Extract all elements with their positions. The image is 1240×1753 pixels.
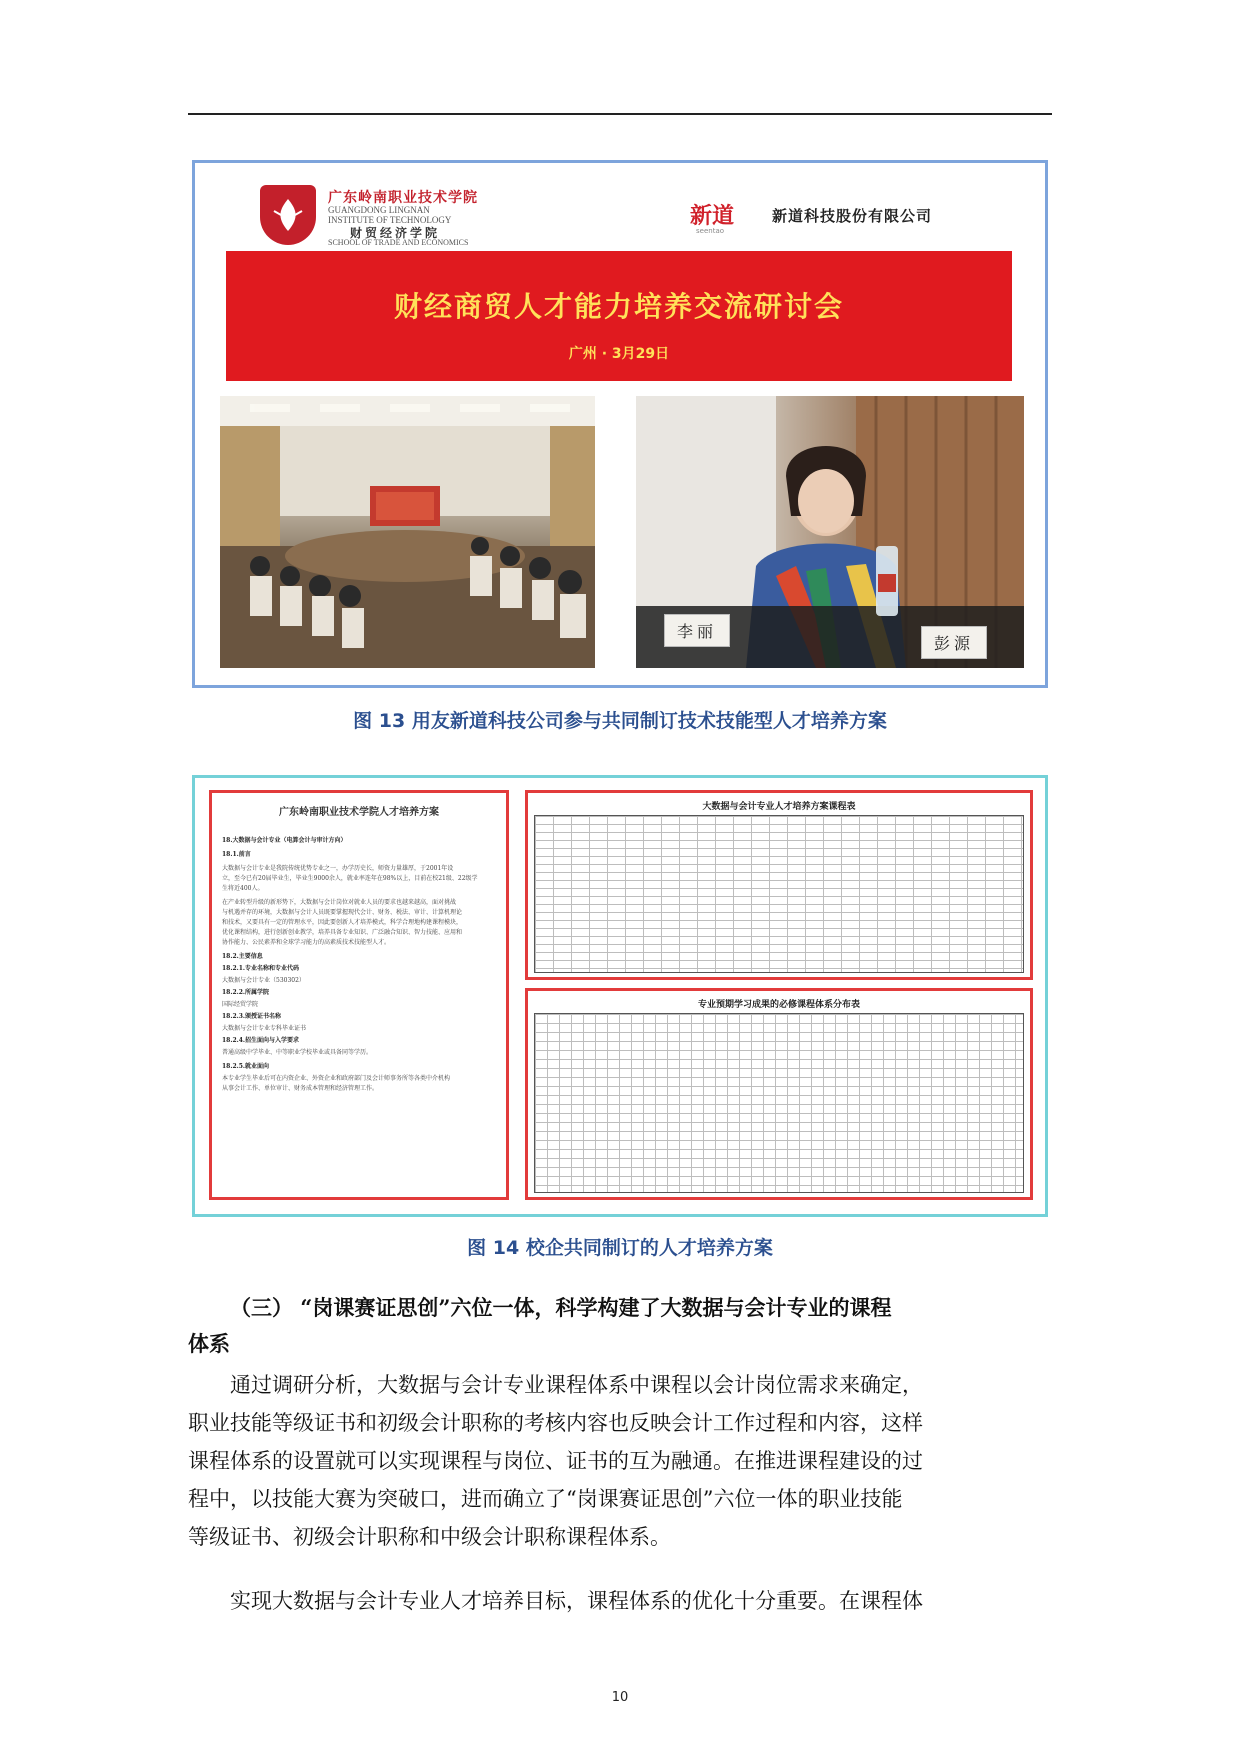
document-line: 大数据与会计专业（530302） bbox=[222, 977, 305, 984]
document-title: 广东岭南职业技术学院人才培养方案 bbox=[279, 807, 439, 818]
document-line: 18.2.3.颁授证书名称 bbox=[222, 1013, 281, 1020]
figure-13-caption: 图 13 用友新道科技公司参与共同制订技术技能型人才培养方案 bbox=[353, 710, 887, 732]
school-logo-icon bbox=[260, 185, 316, 245]
logos-strip bbox=[220, 175, 1020, 247]
event-banner bbox=[226, 251, 1012, 381]
document-line: 18.大数据与会计专业（电算会计与审计方向） bbox=[222, 837, 347, 844]
paragraph-line: 通过调研分析，大数据与会计专业课程体系中课程以会计岗位需求来确定， bbox=[230, 1373, 923, 1397]
document-line: 18.2.1.专业名称和专业代码 bbox=[222, 965, 299, 972]
document-line: 18.2.2.所属学院 bbox=[222, 989, 269, 996]
document-line: 大数据与会计专业是我院传统优势专业之一，办学历史长，师资力量雄厚，于2001年设 bbox=[222, 865, 454, 872]
partner-logo-sub: seentao bbox=[696, 227, 725, 235]
name-card-peng: 彭源 bbox=[921, 626, 987, 659]
training-plan-document bbox=[209, 790, 509, 1200]
speaker-photo bbox=[636, 396, 1024, 668]
figure-13 bbox=[192, 160, 1048, 688]
course-schedule-grid bbox=[534, 815, 1024, 973]
document-line: 优化课程结构，进行创新创业教学，培养具备专业知识、广泛融合知识、智力技能、应用和 bbox=[222, 929, 463, 936]
school-name-en-2: INSTITUTE OF TECHNOLOGY bbox=[328, 215, 452, 225]
school-dept-en: SCHOOL OF TRADE AND ECONOMICS bbox=[328, 238, 469, 247]
page-number: 10 bbox=[611, 1690, 629, 1705]
paragraph-line: 程中，以技能大赛为突破口，进而确立了“岗课赛证思创”六位一体的职业技能 bbox=[188, 1487, 903, 1511]
event-subtitle: 广州 · 3月29日 bbox=[568, 346, 670, 362]
section-heading-line-1: （三） “岗课赛证思创”六位一体，科学构建了大数据与会计专业的课程 bbox=[230, 1295, 892, 1320]
document-line: 和技术，又要具有一定的管理水平，因此要创新人才培养模式，科学合理地构建课程模块， bbox=[222, 919, 463, 926]
document-line: 18.2.4.招生面向与入学要求 bbox=[222, 1037, 299, 1044]
meeting-room-photo bbox=[220, 396, 595, 668]
course-schedule-table bbox=[525, 790, 1033, 980]
event-title: 财经商贸人才能力培养交流研讨会 bbox=[393, 290, 844, 323]
document-line: 本专业学生毕业后可在内资企业、外资企业和政府部门及会计师事务所等各类中介机构 bbox=[222, 1075, 451, 1082]
document-line: 生将近400人。 bbox=[222, 885, 264, 892]
paragraph-line: 课程体系的设置就可以实现课程与岗位、证书的互为融通。在推进课程建设的过 bbox=[188, 1449, 923, 1473]
paragraph-line: 等级证书、初级会计职称和中级会计职称课程体系。 bbox=[188, 1525, 671, 1549]
document-line: 18.1.前言 bbox=[222, 851, 251, 858]
figure-14 bbox=[192, 775, 1048, 1217]
document-line: 大数据与会计专业专科毕业证书 bbox=[222, 1025, 307, 1032]
document-line: 在产业转型升级的新形势下，大数据与会计岗位对就业人员的要求也越来越高，面对挑战 bbox=[222, 899, 457, 906]
document-line: 协作能力、公民素养和全球学习能力的高素质技术技能型人才。 bbox=[222, 939, 391, 946]
partner-company-name: 新道科技股份有限公司 bbox=[772, 207, 933, 225]
document-line: 18.2.5.就业面向 bbox=[222, 1063, 269, 1070]
school-name-en-1: GUANGDONG LINGNAN bbox=[328, 205, 430, 215]
partner-logo: 新道 bbox=[690, 204, 735, 229]
body-paragraph-2: 实现大数据与会计专业人才培养目标，课程体系的优化十分重要。在课程体 bbox=[230, 1589, 923, 1613]
document-line: 18.2.主要信息 bbox=[222, 953, 263, 960]
document-line: 普通高级中学毕业、中等职业学校毕业或具备同等学历。 bbox=[222, 1049, 373, 1056]
document-line: 立，至今已有20届毕业生，毕业生9000余人，就业率连年在98%以上，目前在校21级、22级学 bbox=[222, 875, 478, 882]
course-distribution-table bbox=[525, 988, 1033, 1200]
course-distribution-title: 专业预期学习成果的必修课程体系分布表 bbox=[697, 1000, 860, 1010]
paragraph-line: 职业技能等级证书和初级会计职称的考核内容也反映会计工作过程和内容，这样 bbox=[188, 1411, 923, 1435]
header-rule bbox=[188, 113, 1052, 115]
section-heading-line-2: 体系 bbox=[188, 1331, 230, 1356]
course-schedule-title: 大数据与会计专业人才培养方案课程表 bbox=[702, 802, 856, 812]
name-card-li: 李丽 bbox=[664, 614, 730, 647]
document-line: 国际经贸学院 bbox=[222, 1001, 259, 1008]
school-name-cn: 广东岭南职业技术学院 bbox=[328, 190, 478, 206]
document-line: 与机遇并存的环境，大数据与会计人员既要掌握现代会计、财务、税法、审计、计算机理论 bbox=[222, 909, 463, 916]
document-line: 从事会计工作、单位审计、财务成本管理和经济管理工作。 bbox=[222, 1085, 379, 1092]
school-dept-cn: 财贸经济学院 bbox=[350, 226, 441, 240]
course-distribution-grid bbox=[534, 1013, 1024, 1193]
figure-14-caption: 图 14 校企共同制订的人才培养方案 bbox=[467, 1237, 773, 1259]
